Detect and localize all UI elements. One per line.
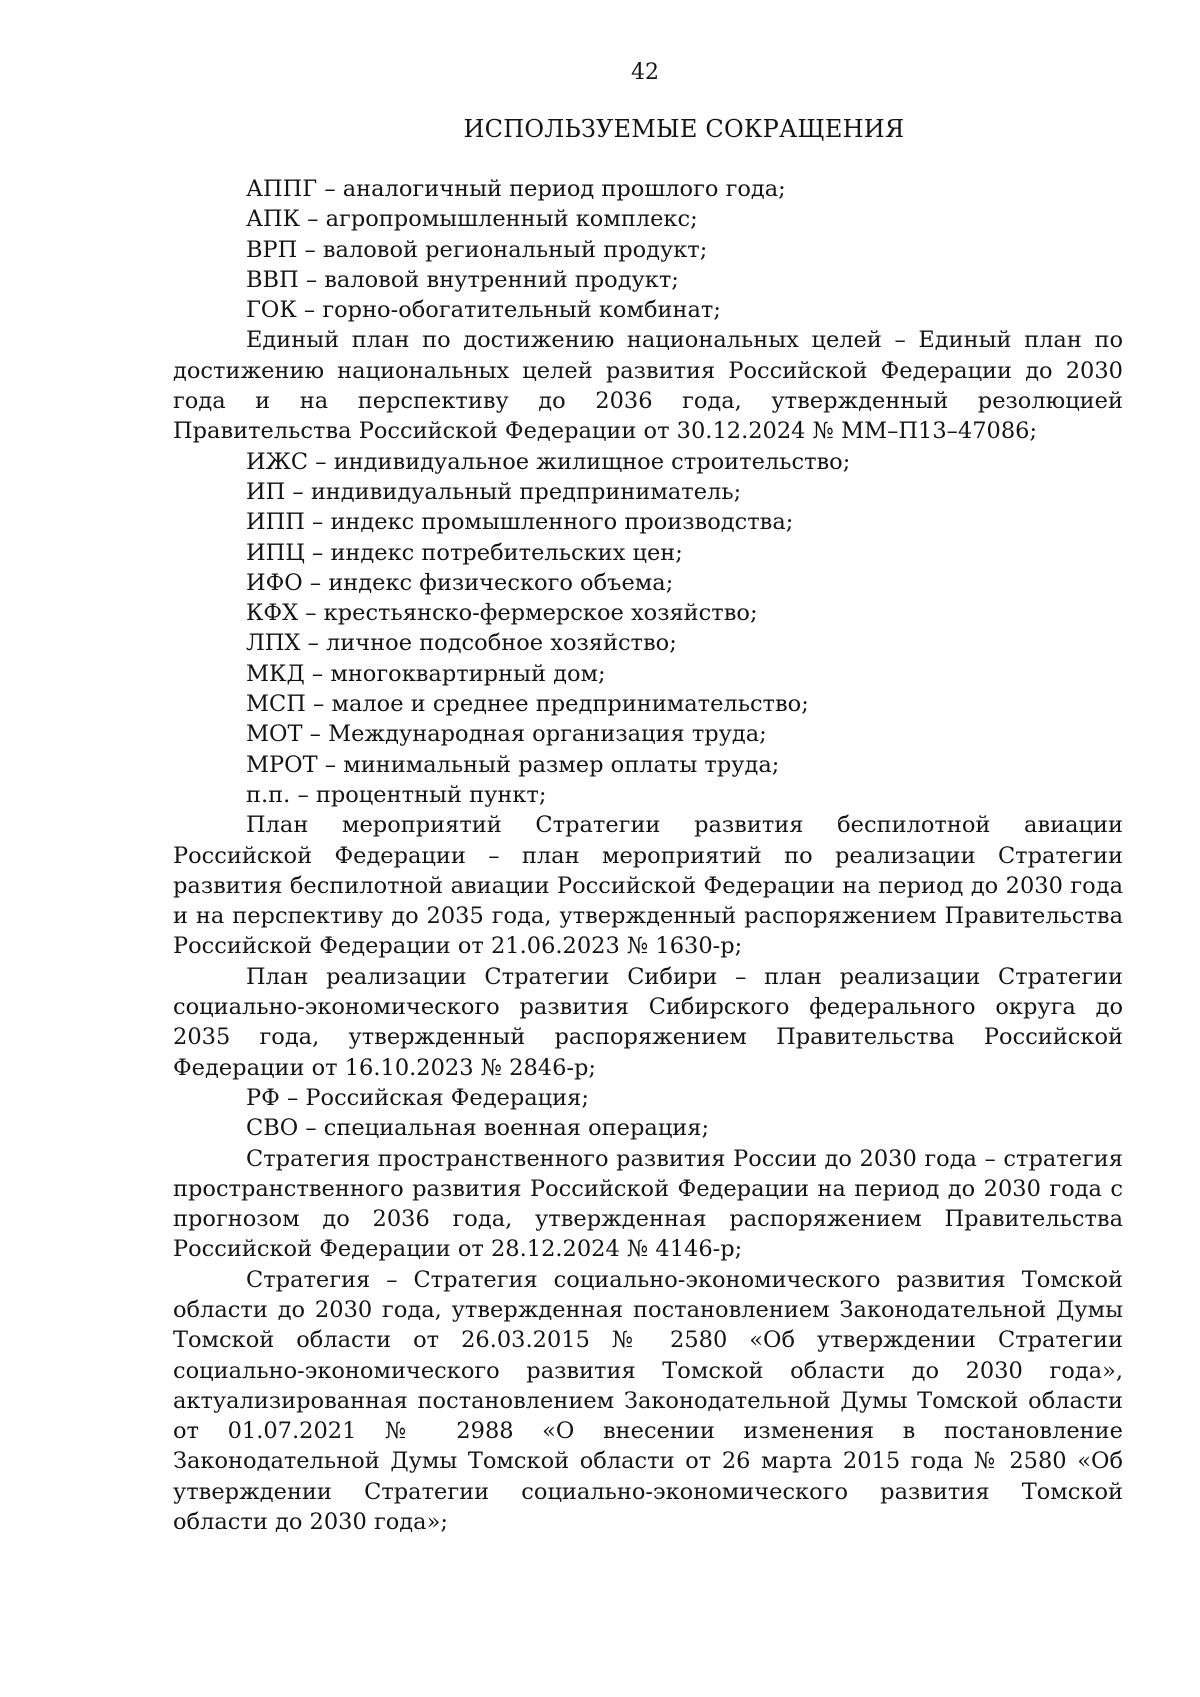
- abbreviation-term: КФХ: [246, 600, 299, 627]
- abbreviation-term: МРОТ: [246, 751, 318, 778]
- abbreviation-entry: План мероприятий Стратегии развития беспилотной авиации Российской Федерации – план мероприятий по реализации Стратегии развития беспилотной авиации Российской Федерации на период до 2030 года и на перспективу до 2035 года, утвержденный распоряжением Правительства Российской Федерации от 21.06.2023 № 1630-р;: [173, 812, 1123, 960]
- abbreviation-entry: МРОТ – минимальный размер оплаты труда;: [246, 751, 780, 778]
- abbreviation-entry: Стратегия – Стратегия социально-экономического развития Томской области до 2030 года, утвержденная постановлением Законодательной Думы Томской области от 26.03.2015 № 2580 «Об утверждении Стратегии социально-экономического развития Томской области до 2030 года», актуализированная постановлением Законодательной Думы Томской области от 01.07.2021 № 2988 «О внесении изменения в постановление Законодательной Думы Томской области от 26 марта 2015 года № 2580 «Об утверждении Стратегии социально-экономического развития Томской области до 2030 года»;: [173, 1266, 1124, 1536]
- abbreviation-definition: план реализации Стратегии социально-экономического развития Сибирского федерального округа до 2035 года, утвержденный распоряжением Правительства Российской Федерации от 16.10.2023 № 2846-р;: [173, 963, 1123, 1081]
- abbreviation-entry: МСП – малое и среднее предпринимательство;: [246, 691, 809, 718]
- abbreviation-term: МОТ: [246, 721, 303, 748]
- abbreviation-term: План мероприятий Стратегии развития беспилотной авиации Российской Федерации: [173, 812, 1123, 869]
- abbreviations-list: [173, 174, 1123, 1537]
- abbreviation-definition: индивидуальное жилищное строительство;: [333, 448, 851, 475]
- abbreviation-term: ЛПХ: [246, 630, 301, 657]
- abbreviation-definition: индекс физического объема;: [328, 569, 674, 596]
- abbreviation-definition: индекс потребительских цен;: [330, 539, 683, 566]
- abbreviation-term: План реализации Стратегии Сибири: [246, 963, 718, 990]
- abbreviation-term: Стратегия: [246, 1266, 371, 1293]
- abbreviation-definition: агропромышленный комплекс;: [325, 206, 698, 233]
- abbreviation-definition: процентный пункт;: [315, 781, 547, 808]
- abbreviation-definition: план мероприятий по реализации Стратегии развития беспилотной авиации Российской Федерации на период до 2030 года и на перспективу до 2035 года, утвержденный распоряжением Правительства Российской Федерации от 21.06.2023 № 1630-р;: [173, 842, 1123, 960]
- abbreviation-term: ИПЦ: [246, 539, 305, 566]
- abbreviation-definition: стратегия пространственного развития Российской Федерации на период до 2030 года с прогнозом до 2036 года, утвержденная распоряжением Правительства Российской Федерации от 28.12.2024 № 4146-р;: [173, 1145, 1123, 1263]
- abbreviation-definition: Международная организация труда;: [328, 721, 767, 748]
- abbreviation-term: ГОК: [246, 297, 297, 324]
- page-number: 42: [631, 60, 659, 85]
- abbreviation-definition: специальная военная операция;: [323, 1115, 710, 1142]
- abbreviation-entry: ИЖС – индивидуальное жилищное строительство;: [246, 448, 851, 475]
- abbreviation-term: СВО: [246, 1115, 299, 1142]
- abbreviation-term: ИФО: [246, 569, 303, 596]
- abbreviation-entry: РФ – Российская Федерация;: [246, 1084, 589, 1111]
- abbreviation-entry: ЛПХ – личное подсобное хозяйство;: [246, 630, 677, 657]
- abbreviation-term: АППГ: [246, 176, 318, 202]
- abbreviation-entry: Единый план по достижению национальных целей – Единый план по достижению национальных целей развития Российской Федерации до 2030 года и на перспективу до 2036 года, утвержденный резолюцией Правительства Российской Федерации от 30.12.2024 № ММ–П13–47086;: [173, 327, 1123, 445]
- abbreviation-entry: ВРП – валовой региональный продукт;: [246, 236, 708, 263]
- abbreviation-definition: аналогичный период прошлого года;: [342, 176, 786, 202]
- abbreviation-definition: минимальный размер оплаты труда;: [343, 751, 780, 778]
- abbreviation-entry: План реализации Стратегии Сибири – план реализации Стратегии социально-экономического развития Сибирского федерального округа до 2035 года, утвержденный распоряжением Правительства Российской Федерации от 16.10.2023 № 2846-р;: [173, 963, 1123, 1081]
- abbreviation-term: МКД: [246, 660, 305, 687]
- abbreviation-definition: валовой региональный продукт;: [322, 236, 708, 263]
- abbreviation-entry: п.п. – процентный пункт;: [246, 781, 547, 808]
- abbreviation-definition: крестьянско-фермерское хозяйство;: [323, 600, 758, 627]
- abbreviation-entry: АПК – агропромышленный комплекс;: [246, 206, 698, 233]
- abbreviation-definition: многоквартирный дом;: [330, 660, 606, 687]
- abbreviation-entry: АППГ – аналогичный период прошлого года;: [246, 176, 786, 202]
- abbreviation-entry: ИПЦ – индекс потребительских цен;: [246, 539, 683, 566]
- abbreviation-term: МСП: [246, 691, 306, 718]
- abbreviation-entry: ИПП – индекс промышленного производства;: [246, 509, 794, 536]
- abbreviation-definition: малое и среднее предпринимательство;: [331, 691, 809, 718]
- abbreviation-term: ИПП: [246, 509, 305, 536]
- abbreviation-entry: ВВП – валовой внутренний продукт;: [246, 266, 679, 293]
- abbreviation-entry: ИФО – индекс физического объема;: [246, 569, 674, 596]
- abbreviation-term: ИЖС: [246, 448, 309, 475]
- section-title: ИСПОЛЬЗУЕМЫЕ СОКРАЩЕНИЯ: [463, 115, 905, 143]
- abbreviation-definition: индекс промышленного производства;: [330, 509, 794, 536]
- abbreviation-definition: Российская Федерация;: [305, 1084, 589, 1111]
- abbreviation-entry: СВО – специальная военная операция;: [246, 1115, 710, 1142]
- abbreviation-term: ВВП: [246, 266, 299, 293]
- abbreviation-term: Стратегия пространственного развития России до 2030 года: [246, 1145, 977, 1172]
- abbreviation-term: ИП: [246, 478, 286, 505]
- abbreviation-definition: горно-обогатительный комбинат;: [322, 297, 721, 324]
- abbreviation-definition: валовой внутренний продукт;: [324, 266, 679, 293]
- abbreviation-definition: Единый план по достижению национальных целей развития Российской Федерации до 2030 года и на перспективу до 2036 года, утвержденный резолюцией Правительства Российской Федерации от 30.12.2024 № ММ–П13–47086;: [173, 327, 1123, 445]
- abbreviation-entry: Стратегия пространственного развития России до 2030 года – стратегия пространственного развития Российской Федерации на период до 2030 года с прогнозом до 2036 года, утвержденная распоряжением Правительства Российской Федерации от 28.12.2024 № 4146-р;: [173, 1145, 1123, 1263]
- abbreviation-definition: личное подсобное хозяйство;: [325, 630, 677, 657]
- abbreviation-term: Единый план по достижению национальных целей: [246, 327, 882, 354]
- abbreviation-term: РФ: [246, 1084, 280, 1111]
- abbreviation-entry: МКД – многоквартирный дом;: [246, 660, 606, 687]
- abbreviation-term: ВРП: [246, 236, 298, 263]
- abbreviation-term: п.п.: [246, 781, 291, 808]
- abbreviation-entry: ИП – индивидуальный предприниматель;: [246, 478, 742, 505]
- abbreviation-entry: ГОК – горно-обогатительный комбинат;: [246, 297, 721, 324]
- abbreviation-entry: МОТ – Международная организация труда;: [246, 721, 767, 748]
- abbreviation-entry: КФХ – крестьянско-фермерское хозяйство;: [246, 600, 758, 627]
- abbreviation-term: АПК: [246, 206, 301, 233]
- abbreviation-definition: индивидуальный предприниматель;: [310, 478, 742, 505]
- abbreviation-definition: Стратегия социально-экономического развития Томской области до 2030 года, утвержденная постановлением Законодательной Думы Томской области от 26.03.2015 № 2580 «Об утверждении Стратегии социально-экономического развития Томской области до 2030 года», актуализированная постановлением Законодательной Думы Томской области от 01.07.2021 № 2988 «О внесении изменения в постановление Законодательной Думы Томской области от 26 марта 2015 года № 2580 «Об утверждении Стратегии социально-экономического развития Томской области до 2030 года»;: [173, 1266, 1124, 1536]
